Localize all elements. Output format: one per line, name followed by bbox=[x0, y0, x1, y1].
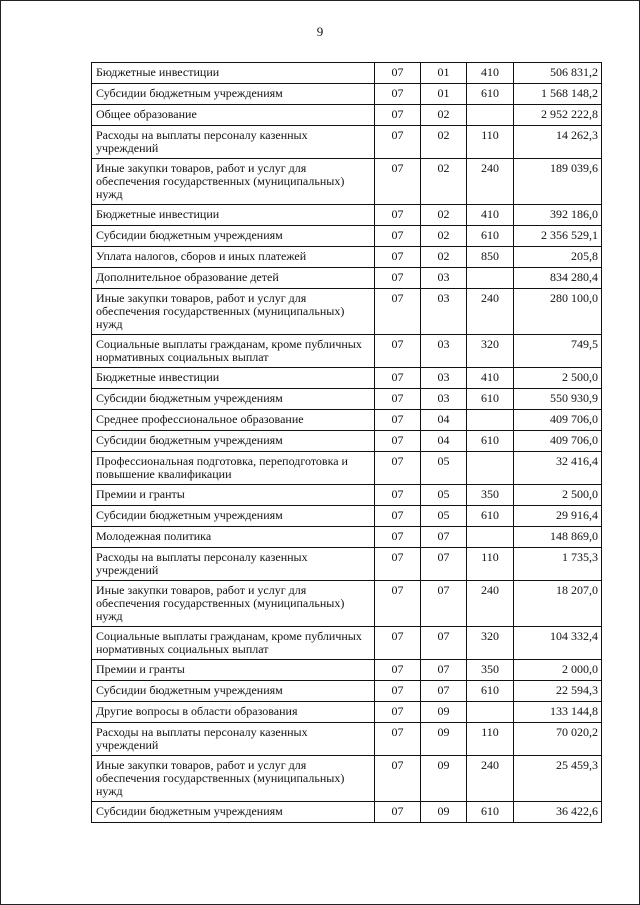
row-subsection-cell: 03 bbox=[421, 389, 467, 410]
row-expense-type-cell: 610 bbox=[467, 226, 514, 247]
row-section-cell: 07 bbox=[375, 247, 421, 268]
row-subsection-cell: 04 bbox=[421, 431, 467, 452]
row-expense-type-cell bbox=[467, 702, 514, 723]
row-section-cell: 07 bbox=[375, 410, 421, 431]
row-amount-cell: 834 280,4 bbox=[514, 268, 602, 289]
row-name-cell: Иные закупки товаров, работ и услуг для обеспечения государственных (муниципальных) нужд bbox=[92, 159, 375, 205]
row-section-cell: 07 bbox=[375, 756, 421, 802]
row-expense-type-cell: 350 bbox=[467, 660, 514, 681]
row-name-cell: Бюджетные инвестиции bbox=[92, 368, 375, 389]
table-row bbox=[92, 105, 602, 126]
row-subsection-cell: 02 bbox=[421, 205, 467, 226]
table-row bbox=[92, 548, 602, 581]
table-row bbox=[92, 660, 602, 681]
row-amount-cell: 18 207,0 bbox=[514, 581, 602, 627]
row-amount-cell: 409 706,0 bbox=[514, 410, 602, 431]
row-expense-type-cell bbox=[467, 410, 514, 431]
row-amount-cell: 1 568 148,2 bbox=[514, 84, 602, 105]
row-section-cell: 07 bbox=[375, 126, 421, 159]
table-row bbox=[92, 268, 602, 289]
row-expense-type-cell: 410 bbox=[467, 63, 514, 84]
row-expense-type-cell bbox=[467, 105, 514, 126]
table-row bbox=[92, 205, 602, 226]
row-subsection-cell: 09 bbox=[421, 756, 467, 802]
row-amount-cell: 749,5 bbox=[514, 335, 602, 368]
row-section-cell: 07 bbox=[375, 723, 421, 756]
table-row bbox=[92, 506, 602, 527]
row-subsection-cell: 07 bbox=[421, 548, 467, 581]
row-amount-cell: 2 952 222,8 bbox=[514, 105, 602, 126]
row-expense-type-cell: 610 bbox=[467, 84, 514, 105]
table-row bbox=[92, 681, 602, 702]
row-amount-cell: 550 930,9 bbox=[514, 389, 602, 410]
row-name-cell: Среднее профессиональное образование bbox=[92, 410, 375, 431]
row-subsection-cell: 09 bbox=[421, 802, 467, 823]
table-row bbox=[92, 126, 602, 159]
row-subsection-cell: 07 bbox=[421, 527, 467, 548]
row-section-cell: 07 bbox=[375, 681, 421, 702]
table-row bbox=[92, 485, 602, 506]
row-name-cell: Иные закупки товаров, работ и услуг для обеспечения государственных (муниципальных) нужд bbox=[92, 289, 375, 335]
row-expense-type-cell: 320 bbox=[467, 627, 514, 660]
row-expense-type-cell bbox=[467, 527, 514, 548]
row-section-cell: 07 bbox=[375, 660, 421, 681]
row-amount-cell: 25 459,3 bbox=[514, 756, 602, 802]
row-subsection-cell: 03 bbox=[421, 268, 467, 289]
row-subsection-cell: 02 bbox=[421, 226, 467, 247]
row-expense-type-cell: 610 bbox=[467, 506, 514, 527]
row-subsection-cell: 02 bbox=[421, 105, 467, 126]
row-expense-type-cell: 350 bbox=[467, 485, 514, 506]
row-section-cell: 07 bbox=[375, 205, 421, 226]
row-subsection-cell: 05 bbox=[421, 506, 467, 527]
table-row bbox=[92, 527, 602, 548]
table-row bbox=[92, 159, 602, 205]
row-subsection-cell: 01 bbox=[421, 63, 467, 84]
row-amount-cell: 189 039,6 bbox=[514, 159, 602, 205]
row-expense-type-cell: 110 bbox=[467, 126, 514, 159]
row-amount-cell: 2 500,0 bbox=[514, 485, 602, 506]
row-subsection-cell: 03 bbox=[421, 335, 467, 368]
row-subsection-cell: 02 bbox=[421, 247, 467, 268]
row-section-cell: 07 bbox=[375, 368, 421, 389]
table-row bbox=[92, 84, 602, 105]
row-name-cell: Субсидии бюджетным учреждениям bbox=[92, 681, 375, 702]
row-name-cell: Премии и гранты bbox=[92, 485, 375, 506]
table-row bbox=[92, 368, 602, 389]
row-name-cell: Субсидии бюджетным учреждениям bbox=[92, 389, 375, 410]
row-amount-cell: 36 422,6 bbox=[514, 802, 602, 823]
row-name-cell: Субсидии бюджетным учреждениям bbox=[92, 431, 375, 452]
row-section-cell: 07 bbox=[375, 226, 421, 247]
row-expense-type-cell: 410 bbox=[467, 205, 514, 226]
row-subsection-cell: 07 bbox=[421, 581, 467, 627]
row-name-cell: Премии и гранты bbox=[92, 660, 375, 681]
row-subsection-cell: 07 bbox=[421, 681, 467, 702]
table-row bbox=[92, 627, 602, 660]
row-amount-cell: 32 416,4 bbox=[514, 452, 602, 485]
row-amount-cell: 133 144,8 bbox=[514, 702, 602, 723]
table-row bbox=[92, 431, 602, 452]
row-section-cell: 07 bbox=[375, 431, 421, 452]
row-expense-type-cell: 410 bbox=[467, 368, 514, 389]
row-expense-type-cell: 240 bbox=[467, 581, 514, 627]
table-row bbox=[92, 581, 602, 627]
budget-table-body bbox=[92, 63, 602, 823]
row-subsection-cell: 09 bbox=[421, 723, 467, 756]
row-section-cell: 07 bbox=[375, 627, 421, 660]
row-expense-type-cell: 610 bbox=[467, 681, 514, 702]
row-expense-type-cell bbox=[467, 268, 514, 289]
row-name-cell: Расходы на выплаты персоналу казенных учреждений bbox=[92, 548, 375, 581]
row-section-cell: 07 bbox=[375, 485, 421, 506]
row-section-cell: 07 bbox=[375, 581, 421, 627]
row-expense-type-cell: 320 bbox=[467, 335, 514, 368]
row-name-cell: Расходы на выплаты персоналу казенных учреждений bbox=[92, 723, 375, 756]
row-section-cell: 07 bbox=[375, 63, 421, 84]
row-section-cell: 07 bbox=[375, 548, 421, 581]
row-name-cell: Субсидии бюджетным учреждениям bbox=[92, 84, 375, 105]
row-amount-cell: 392 186,0 bbox=[514, 205, 602, 226]
row-section-cell: 07 bbox=[375, 506, 421, 527]
row-name-cell: Субсидии бюджетным учреждениям bbox=[92, 226, 375, 247]
table-row bbox=[92, 756, 602, 802]
row-amount-cell: 2 500,0 bbox=[514, 368, 602, 389]
table-row bbox=[92, 452, 602, 485]
row-amount-cell: 280 100,0 bbox=[514, 289, 602, 335]
row-expense-type-cell: 110 bbox=[467, 723, 514, 756]
budget-table bbox=[91, 62, 602, 823]
row-section-cell: 07 bbox=[375, 702, 421, 723]
row-amount-cell: 70 020,2 bbox=[514, 723, 602, 756]
row-name-cell: Общее образование bbox=[92, 105, 375, 126]
table-row bbox=[92, 226, 602, 247]
row-name-cell: Другие вопросы в области образования bbox=[92, 702, 375, 723]
row-name-cell: Субсидии бюджетным учреждениям bbox=[92, 506, 375, 527]
row-subsection-cell: 01 bbox=[421, 84, 467, 105]
row-amount-cell: 104 332,4 bbox=[514, 627, 602, 660]
row-name-cell: Бюджетные инвестиции bbox=[92, 205, 375, 226]
table-row bbox=[92, 389, 602, 410]
row-amount-cell: 29 916,4 bbox=[514, 506, 602, 527]
table-row bbox=[92, 802, 602, 823]
row-subsection-cell: 07 bbox=[421, 627, 467, 660]
row-amount-cell: 2 000,0 bbox=[514, 660, 602, 681]
row-amount-cell: 148 869,0 bbox=[514, 527, 602, 548]
row-amount-cell: 2 356 529,1 bbox=[514, 226, 602, 247]
row-expense-type-cell bbox=[467, 452, 514, 485]
row-amount-cell: 1 735,3 bbox=[514, 548, 602, 581]
row-section-cell: 07 bbox=[375, 527, 421, 548]
table-row bbox=[92, 702, 602, 723]
row-section-cell: 07 bbox=[375, 268, 421, 289]
row-amount-cell: 409 706,0 bbox=[514, 431, 602, 452]
row-name-cell: Профессиональная подготовка, переподготовка и повышение квалификации bbox=[92, 452, 375, 485]
row-section-cell: 07 bbox=[375, 105, 421, 126]
row-subsection-cell: 09 bbox=[421, 702, 467, 723]
row-expense-type-cell: 850 bbox=[467, 247, 514, 268]
row-expense-type-cell: 240 bbox=[467, 756, 514, 802]
row-name-cell: Расходы на выплаты персоналу казенных учреждений bbox=[92, 126, 375, 159]
row-name-cell: Уплата налогов, сборов и иных платежей bbox=[92, 247, 375, 268]
row-expense-type-cell: 240 bbox=[467, 289, 514, 335]
row-expense-type-cell: 610 bbox=[467, 431, 514, 452]
row-name-cell: Субсидии бюджетным учреждениям bbox=[92, 802, 375, 823]
row-name-cell: Бюджетные инвестиции bbox=[92, 63, 375, 84]
row-amount-cell: 506 831,2 bbox=[514, 63, 602, 84]
table-row bbox=[92, 723, 602, 756]
table-row bbox=[92, 289, 602, 335]
row-expense-type-cell: 610 bbox=[467, 802, 514, 823]
row-amount-cell: 22 594,3 bbox=[514, 681, 602, 702]
row-expense-type-cell: 110 bbox=[467, 548, 514, 581]
row-expense-type-cell: 240 bbox=[467, 159, 514, 205]
row-subsection-cell: 04 bbox=[421, 410, 467, 431]
row-subsection-cell: 02 bbox=[421, 126, 467, 159]
page-number: 9 bbox=[316, 24, 324, 39]
row-subsection-cell: 07 bbox=[421, 660, 467, 681]
row-section-cell: 07 bbox=[375, 289, 421, 335]
row-name-cell: Дополнительное образование детей bbox=[92, 268, 375, 289]
row-subsection-cell: 05 bbox=[421, 485, 467, 506]
row-subsection-cell: 03 bbox=[421, 289, 467, 335]
row-section-cell: 07 bbox=[375, 84, 421, 105]
row-section-cell: 07 bbox=[375, 159, 421, 205]
row-section-cell: 07 bbox=[375, 389, 421, 410]
table-row bbox=[92, 335, 602, 368]
row-expense-type-cell: 610 bbox=[467, 389, 514, 410]
row-name-cell: Иные закупки товаров, работ и услуг для обеспечения государственных (муниципальных) нужд bbox=[92, 756, 375, 802]
row-section-cell: 07 bbox=[375, 335, 421, 368]
table-row bbox=[92, 410, 602, 431]
row-subsection-cell: 03 bbox=[421, 368, 467, 389]
row-subsection-cell: 02 bbox=[421, 159, 467, 205]
row-subsection-cell: 05 bbox=[421, 452, 467, 485]
row-section-cell: 07 bbox=[375, 452, 421, 485]
row-section-cell: 07 bbox=[375, 802, 421, 823]
row-name-cell: Молодежная политика bbox=[92, 527, 375, 548]
row-amount-cell: 14 262,3 bbox=[514, 126, 602, 159]
row-amount-cell: 205,8 bbox=[514, 247, 602, 268]
row-name-cell: Иные закупки товаров, работ и услуг для обеспечения государственных (муниципальных) нужд bbox=[92, 581, 375, 627]
row-name-cell: Социальные выплаты гражданам, кроме публичных нормативных социальных выплат bbox=[92, 335, 375, 368]
table-row bbox=[92, 63, 602, 84]
row-name-cell: Социальные выплаты гражданам, кроме публичных нормативных социальных выплат bbox=[92, 627, 375, 660]
table-row bbox=[92, 247, 602, 268]
